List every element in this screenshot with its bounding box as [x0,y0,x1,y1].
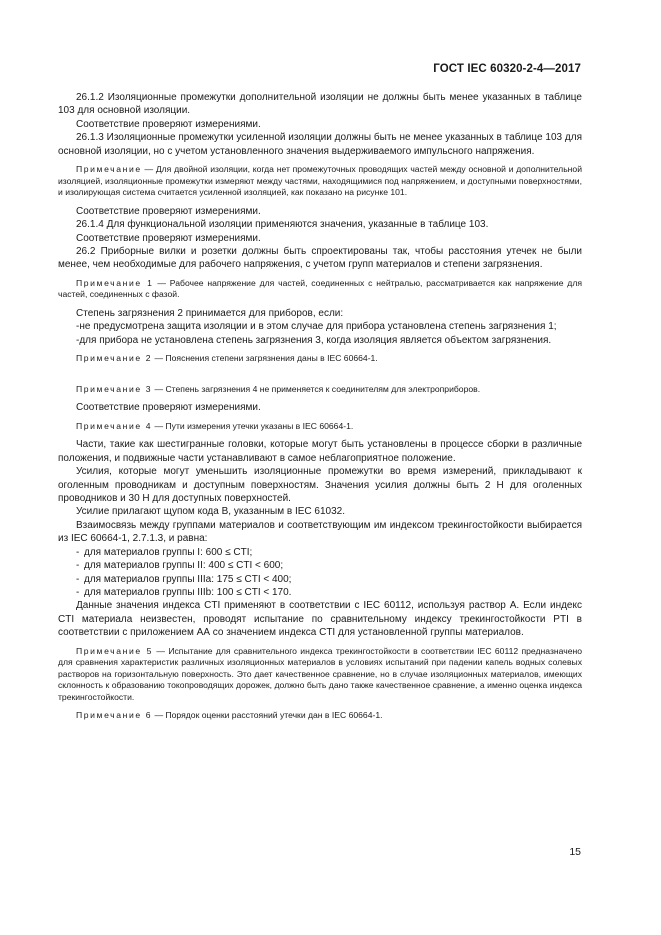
paragraph-26-1-3: 26.1.3 Изоляционные промежутки усиленной изоляции должны быть не менее указанных в таблице 103 для основной изоляции, но с учетом установленного значения выдерживаемого импульсного напряжения. [58,132,582,157]
note-label: Примечание [76,164,142,175]
note-2 [58,353,582,365]
paragraph-compliance: Соответствие проверяют измерениями. [76,118,261,130]
list-item-text: для материалов группы IIIa: 175 ≤ CTI < 400; [84,573,292,585]
note-label: Примечание 4 [76,420,153,431]
note [58,164,582,199]
paragraph-material-groups: Взаимосвязь между группами материалов и соответствующим им индексом трекингостойкости выбирается из IEC 60664-1, 2.7.1.3, и равна: [58,519,582,545]
note-label: Примечание 3 [76,383,153,394]
list-item: -для прибора не установлена степень загрязнения 3, когда изоляция является объектом загрязнения. [76,334,552,346]
note-text: — Для двойной изоляции, когда нет промежуточных проводящих частей между основной и дополнительной изоляцией, изоляционные промежутки измеряют между частями, находящимися под напряжением, и доступными поверхностями, и изолирующая система считается усиленной изоляцией, как показано на рисунке 101. [58,164,582,198]
note-text: — Испытание для сравнительного индекса трекингостойкости в соответствии IEC 60112 предназначено для сравнения характеристик различных изоляционных материалов в условиях испытаний при падении капель водных солевых растворов на горизонтальную поверхность. Это дает качественное сравнение, но в случае изоляционных материалов, имеющих склонность к образованию токопроводящих дорожек, должно быть дано также качественное сравнение, а именно оценка индекса трекингостойкости. [58,645,583,702]
list-item: - для материалов группы I: 600 ≤ CTI; [76,546,253,558]
note-text: — Степень загрязнения 4 не применяется к соединителям для электроприборов. [152,383,481,394]
paragraph-pollution-degree: Степень загрязнения 2 принимается для приборов, если: [76,308,344,320]
note-4 [58,421,582,433]
paragraph-hex-heads: Части, такие как шестигранные головки, которые могут быть установлены в процессе сборки в различные положения, и подвижные части устанавливают в самое неблагоприятное положение. [58,439,582,464]
paragraph-compliance: Соответствие проверяют измерениями. [76,205,261,217]
note-label: Примечание 2 [76,353,153,364]
list-item-text: для материалов группы II: 400 ≤ CTI < 600; [84,560,284,572]
document-header: ГОСТ IEC 60320-2-4—2017 [433,63,581,75]
note-label: Примечание 5 [76,645,154,656]
list-item-text: для материалов группы IIIb: 100 ≤ CTI < 170. [84,586,292,598]
list-item-text: для материалов группы I: 600 ≤ CTI; [84,546,253,558]
note-text: — Пояснения степени загрязнения даны в IEC 60664-1. [152,353,378,364]
list-item: - для материалов группы IIIa: 175 ≤ CTI < 400; [76,573,292,585]
note-text: — Рабочее напряжение для частей, соединенных с нейтралью, рассматривается как напряжение для частей, соединенных с фазой. [58,277,582,300]
note-text: — Пути измерения утечки указаны в IEC 60664-1. [152,420,354,431]
paragraph-26-1-2: 26.1.2 Изоляционные промежутки дополнительной изоляции не должны быть менее указанных в таблице 103 для основной изоляции. [58,92,582,117]
list-item-text: не предусмотрена защита изоляции и в этом случае для прибора установлена степень загрязнения 1; [79,321,557,333]
paragraph-forces: Усилия, которые могут уменьшить изоляционные промежутки во время измерений, прикладывают к оголенным проводникам и доступным поверхностям. Значения усилия должны быть 2 Н для оголенных проводников и 30 Н для доступных поверхностей. [58,466,582,505]
note-3 [58,384,582,396]
list-item: - для материалов группы II: 400 ≤ CTI < 600; [76,560,284,572]
list-item: -не предусмотрена защита изоляции и в этом случае для прибора установлена степень загрязнения 1; [76,321,557,333]
note-label: Примечание 1 [76,277,154,288]
paragraph-cti: Данные значения индекса CTI применяют в соответствии с IEC 60112, используя раствор А. Если индекс CTI материала неизвестен, проводят испытание по сравнительному индексу трекингостойкости PTI в соответствии с приложением АА со значением индекса CTI для установленной группы материалов. [58,600,582,639]
paragraph-26-1-4: 26.1.4 Для функциональной изоляции применяются значения, указанные в таблице 103. [76,219,489,231]
document-body [58,91,582,727]
list-item: - для материалов группы IIIb: 100 ≤ CTI < 170. [76,586,292,598]
note-text: — Порядок оценки расстояний утечки дан в IEC 60664-1. [152,709,383,720]
paragraph-compliance: Соответствие проверяют измерениями. [76,402,261,414]
paragraph-probe: Усилие прилагают щупом кода В, указанным в IEC 61032. [76,506,346,518]
list-item-text: для прибора не установлена степень загрязнения 3, когда изоляция является объектом загрязнения. [79,334,552,346]
note-label: Примечание 6 [76,709,153,720]
page-number: 15 [569,846,581,858]
paragraph-26-2: 26.2 Приборные вилки и розетки должны быть спроектированы так, чтобы расстояния утечек не были менее, чем необходимые для рабочего напряжения, с учетом групп материалов и степени загрязнения. [58,246,582,271]
note-6 [58,710,582,722]
note-1 [58,278,582,301]
note-5 [58,646,582,704]
paragraph-compliance: Соответствие проверяют измерениями. [76,232,261,244]
